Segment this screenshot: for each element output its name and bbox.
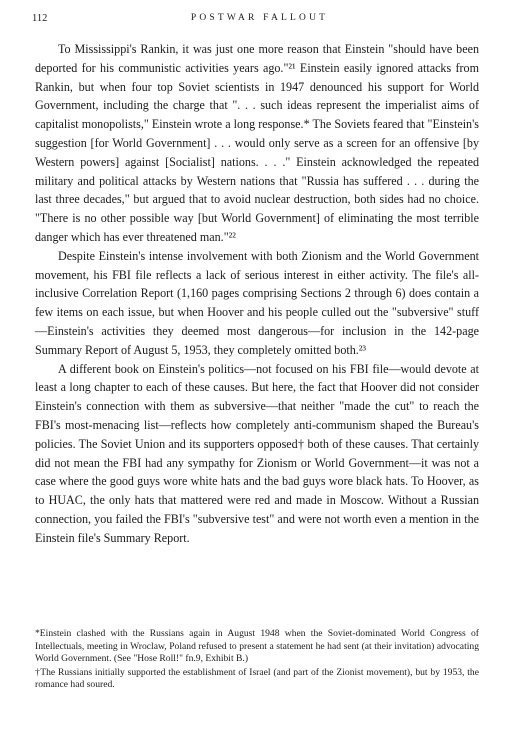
body-text <box>35 40 479 548</box>
footnote-dagger: †The Russians initially supported the establishment of Israel (and part of the Zionist movement), but by 1953, the romance had soured. <box>35 666 479 691</box>
paragraph-rankin: To Mississippi's Rankin, it was just one more reason that Einstein "should have been deported for his communistic activities years ago."²¹ Einstein easily ignored attacks from Rankin, but when four top Soviet scientists in 1947 denounced his support for World Government, including the charge that ". . . such ideas represent the imperialist aims of capitalist monopolists," Einstein wrote a long response.* The Soviets feared that "Einstein's suggestion [for World Government] . . . would only serve as a screen for an offensive [by Western powers] against [Socialist] nations. . . ." Einstein acknowledged the repeated military and political attacks by Western nations that "Russia has suffered . . . during the last three decades," but argued that to avoid nuclear destruction, both sides had no choice. "There is no other possible way [but World Government] of eliminating the most terrible danger which has ever threatened man."²² <box>35 42 479 244</box>
running-title: POSTWAR FALLOUT <box>190 13 329 23</box>
footnote-asterisk: *Einstein clashed with the Russians again in August 1948 when the Soviet-dominated World Congress of Intellectuals, meeting in Wroclaw, Poland refused to present a statement he had sent (at their invitation) advocating World Government. (See "Hose Roll!" fn.9, Exhibit B.) <box>35 628 479 665</box>
page-number: 112 <box>32 13 48 24</box>
paragraph-fbi-file: Despite Einstein's intense involvement with both Zionism and the World Government movement, his FBI file reflects a lack of serious interest in either activity. The file's all-inclusive Correlation Report (1,160 pages comprising Sections 2 through 6) does contain a few items on each issue, but when Hoover and his people culled out the "subversive" stuff—Einstein's activities they deemed most dangerous—for inclusion in the 142-page Summary Report of August 5, 1953, they completely omitted both.²³ <box>35 248 479 357</box>
running-head <box>32 13 487 29</box>
paragraph-politics: A different book on Einstein's politics—not focused on his FBI file—would devote at least a long chapter to each of these causes. But here, the fact that Hoover did not consider Einstein's connection with them as subversive—that neither "made the cut" to reach the FBI's most-menacing list—reflects how completely anti-communism shaped the Bureau's policies. The Soviet Union and its supporters opposed† both of these causes. That certainly did not mean the FBI had any sympathy for Zionism or World Government—it was not a case where the good guys wore white hats and the bad guys wore black hats. To Hoover, as to HUAC, the only hats that mattered were red and made in Moscow. Without a Russian connection, you failed the FBI's "subversive test" and were not worth even a mention in the Einstein file's Summary Report. <box>35 361 479 545</box>
footnotes <box>35 628 479 693</box>
